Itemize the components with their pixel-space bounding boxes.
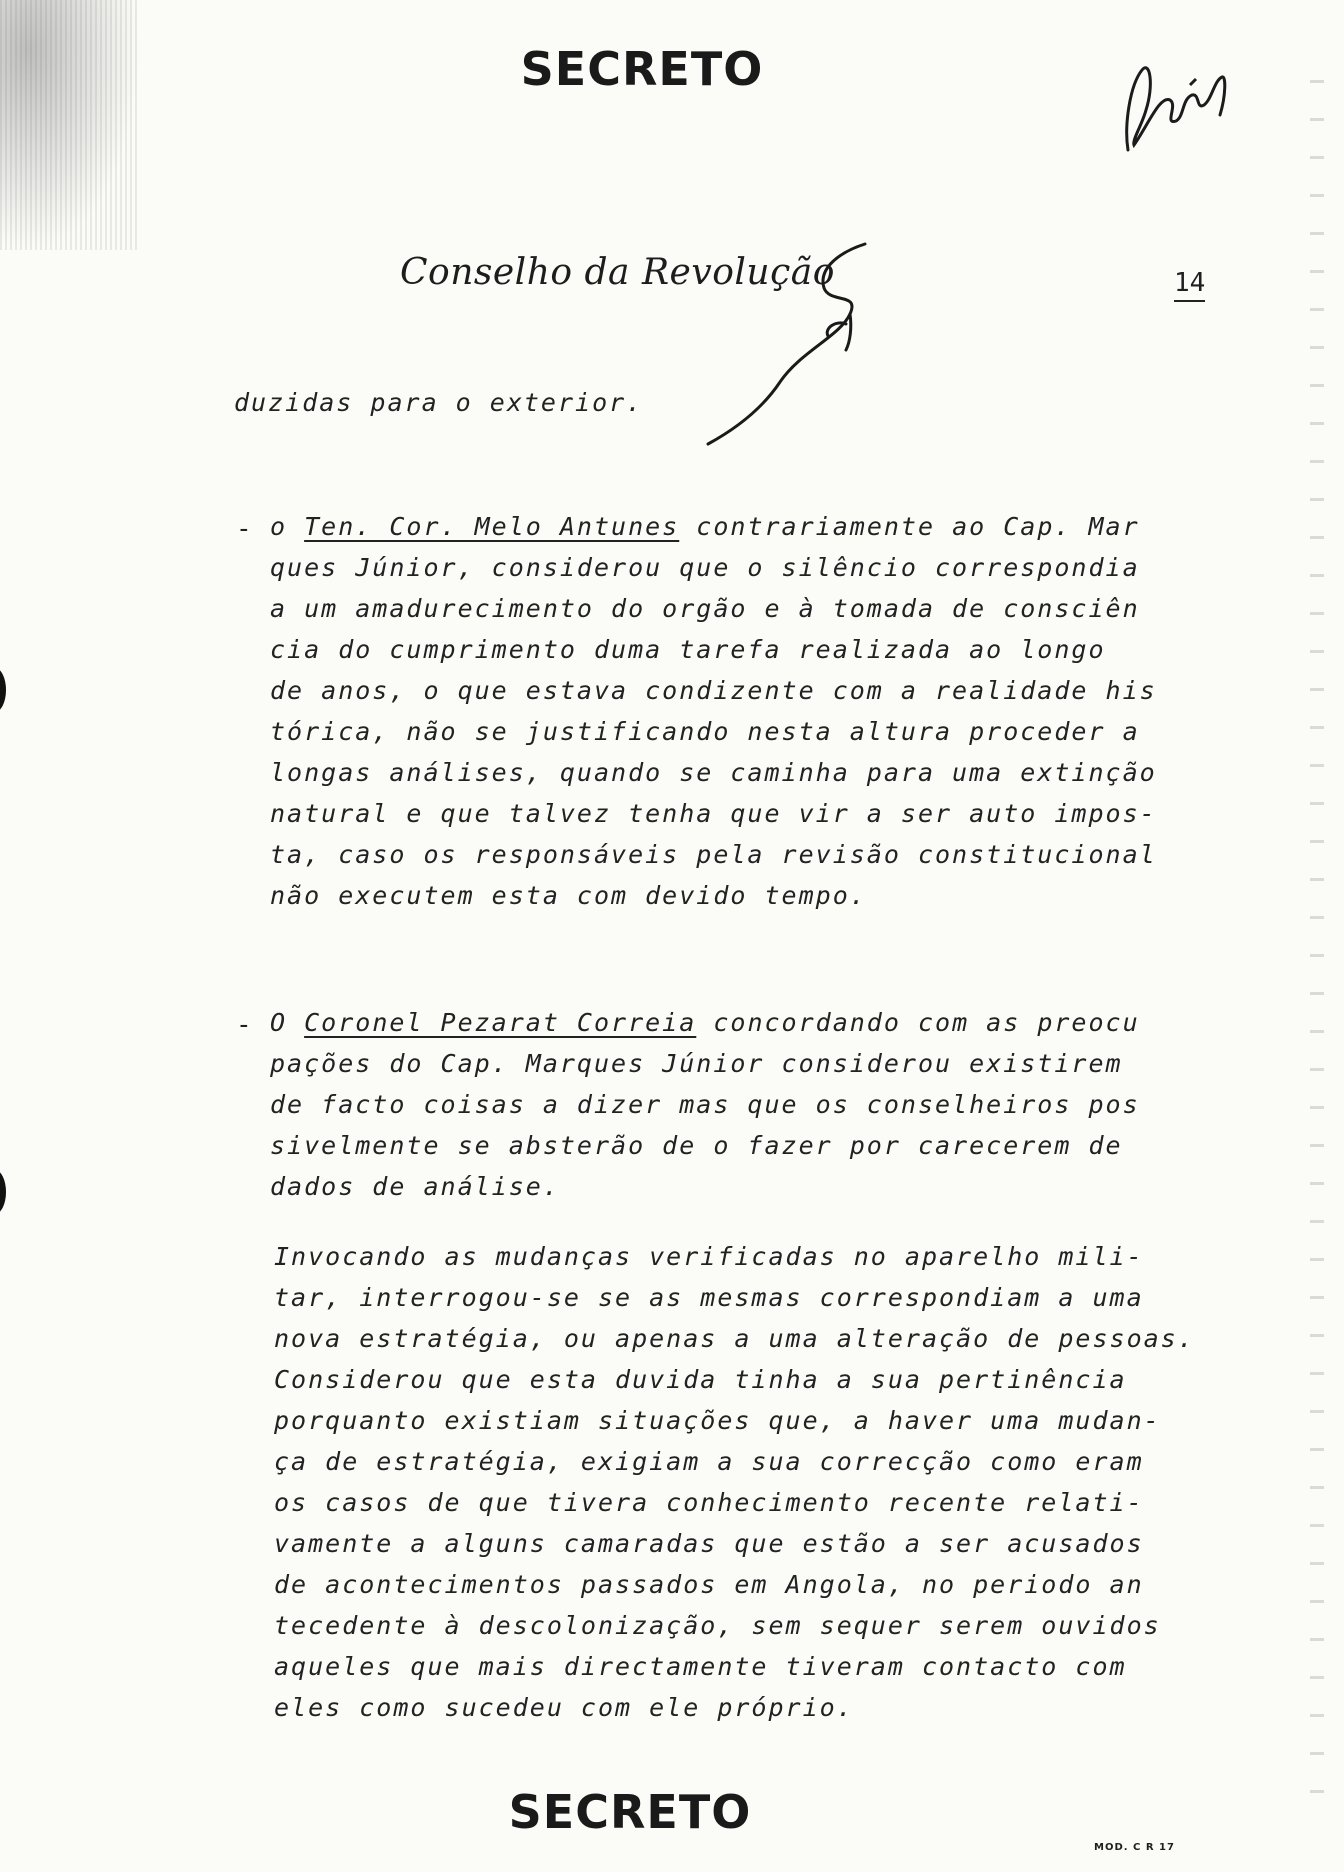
paragraph-1-line: longas análises, quando se caminha para uma extinção (270, 758, 1157, 787)
opening-line: duzidas para o exterior. (234, 388, 644, 417)
paragraph-3-line: Considerou que esta duvida tinha a sua pertinência (274, 1365, 1127, 1394)
speaker-name: Coronel Pezarat Correia (304, 1008, 697, 1037)
classification-stamp-bottom: SECRETO (508, 1785, 752, 1839)
paragraph-3-line: Invocando as mudanças verificadas no aparelho mili- (274, 1242, 1144, 1271)
paragraph-2-line: sivelmente se absterão de o fazer por carecerem de (270, 1131, 1123, 1160)
paragraph-1-line: não executem esta com devido tempo. (270, 881, 867, 910)
form-code: MOD. C R 17 (1094, 1842, 1175, 1853)
binder-hole-mark (0, 668, 6, 712)
handwritten-initials (1120, 55, 1230, 165)
paragraph-1-line: tórica, não se justificando nesta altura proceder a (270, 717, 1140, 746)
paragraph-2-line: de facto coisas a dizer mas que os conselheiros pos (270, 1090, 1140, 1119)
paragraph-2-line: O Coronel Pezarat Correia concordando com as preocu (270, 1008, 1140, 1037)
page-number: 14 (1174, 268, 1205, 302)
classification-stamp-top: SECRETO (520, 42, 764, 96)
paragraph-1-line: ta, caso os responsáveis pela revisão constitucional (270, 840, 1157, 869)
speaker-name: Ten. Cor. Melo Antunes (304, 512, 680, 541)
paragraph-3-line: os casos de que tivera conhecimento recente relati- (274, 1488, 1144, 1517)
bullet-dash: - (236, 514, 252, 544)
paragraph-1-line: ques Júnior, considerou que o silêncio correspondia (270, 553, 1140, 582)
paragraph-3-line: aqueles que mais directamente tiveram contacto com (274, 1652, 1127, 1681)
paragraph-3-line: vamente a alguns camaradas que estão a ser acusados (274, 1529, 1144, 1558)
paragraph-3-line: porquanto existiam situações que, a haver uma mudan- (274, 1406, 1161, 1435)
scan-smudge (0, 0, 140, 250)
binder-hole-mark (0, 1170, 6, 1214)
paragraph-3-line: tecedente à descolonização, sem sequer serem ouvidos (274, 1611, 1161, 1640)
paragraph-1-line: de anos, o que estava condizente com a realidade his (270, 676, 1157, 705)
paragraph-1-line: cia do cumprimento duma tarefa realizada ao longo (270, 635, 1106, 664)
scan-edge-specks (1310, 80, 1324, 1800)
paragraph-1-line: a um amadurecimento do orgão e à tomada de consciên (270, 594, 1140, 623)
handwritten-signature (700, 232, 920, 452)
paragraph-3-line: tar, interrogou-se se as mesmas correspondiam a uma (274, 1283, 1144, 1312)
paragraph-2-line: pações do Cap. Marques Júnior considerou existirem (270, 1049, 1123, 1078)
paragraph-3-line: ça de estratégia, exigiam a sua correcção como eram (274, 1447, 1144, 1476)
paragraph-3-line: nova estratégia, ou apenas a uma alteração de pessoas. (274, 1324, 1195, 1353)
paragraph-1-line: natural e que talvez tenha que vir a ser auto impos- (270, 799, 1157, 828)
paragraph-3-line: de acontecimentos passados em Angola, no periodo an (274, 1570, 1144, 1599)
header-title: Conselho da Revolução (400, 252, 835, 293)
bullet-dash: - (236, 1010, 252, 1040)
paragraph-1-line: o Ten. Cor. Melo Antunes contrariamente ao Cap. Mar (270, 512, 1140, 541)
paragraph-2-line: dados de análise. (270, 1172, 560, 1201)
paragraph-3-line: eles como sucedeu com ele próprio. (274, 1693, 854, 1722)
